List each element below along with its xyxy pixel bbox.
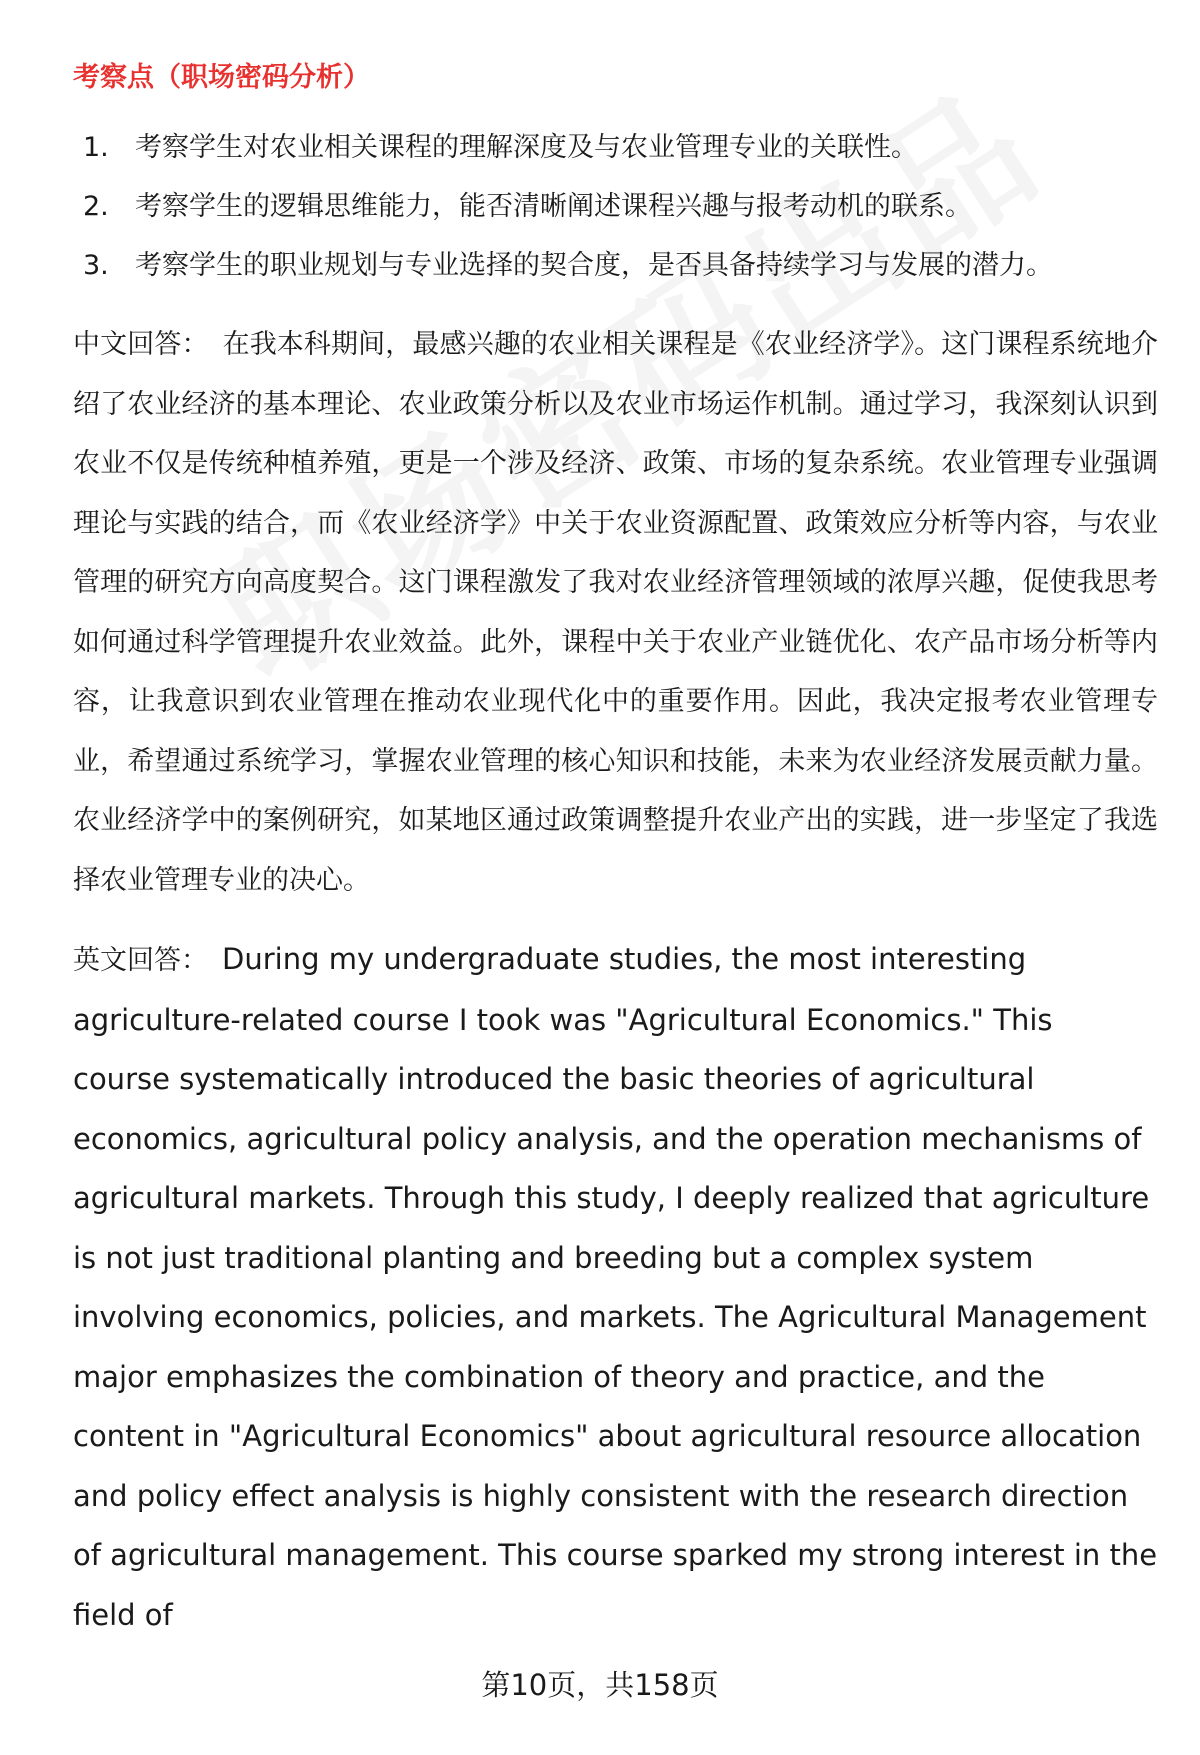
list-item-text: 考察学生的职业规划与专业选择的契合度，是否具备持续学习与发展的潜力。	[135, 250, 1053, 281]
english-answer	[73, 930, 1158, 1645]
english-answer-label: 英文回答：	[73, 945, 208, 976]
list-item-number: 2.	[83, 191, 109, 222]
list-item-text: 考察学生对农业相关课程的理解深度及与农业管理专业的关联性。	[135, 132, 918, 163]
list-item	[73, 236, 1158, 295]
section-title: 考察点（职场密码分析）	[73, 62, 370, 93]
document-body	[73, 58, 1158, 1665]
list-item-text: 考察学生的逻辑思维能力，能否清晰阐述课程兴趣与报考动机的联系。	[135, 191, 972, 222]
english-answer-text: During my undergraduate studies, the most interesting agriculture-related course I took was "Agricultural Economics." This course systematically introduced the basic theories of agricultural economics, agricultural policy analysis, and the operation mechanisms of agricultural markets. Through this study, I deeply realized that agriculture is not just traditional planting and breeding but a complex system involving economics, policies, and markets. The Agricultural Management major emphasizes the combination of theory and practice, and the content in "Agricultural Economics" about agricultural resource allocation and policy effect analysis is highly consistent with the research direction of agricultural management. This course sparked my strong interest in the field of	[73, 942, 1158, 1632]
chinese-answer-text: 在我本科期间，最感兴趣的农业相关课程是《农业经济学》。这门课程系统地介绍了农业经济的基本理论、农业政策分析以及农业市场运作机制。通过学习，我深刻认识到农业不仅是传统种植养殖，更是一个涉及经济、政策、市场的复杂系统。农业管理专业强调理论与实践的结合，而《农业经济学》中关于农业资源配置、政策效应分析等内容，与农业管理的研究方向高度契合。这门课程激发了我对农业经济管理领域的浓厚兴趣，促使我思考如何通过科学管理提升农业效益。此外，课程中关于农业产业链优化、农产品市场分析等内容，让我意识到农业管理在推动农业现代化中的重要作用。因此，我决定报考农业管理专业，希望通过系统学习，掌握农业管理的核心知识和技能，未来为农业经济发展贡献力量。农业经济学中的案例研究，如某地区通过政策调整提升农业产出的实践，进一步坚定了我选择农业管理专业的决心。	[73, 329, 1158, 896]
assessment-points-list	[73, 118, 1158, 295]
chinese-answer-label: 中文回答：	[73, 329, 209, 360]
list-item	[73, 118, 1158, 177]
page-number-footer: 第10页，共158页	[481, 1668, 719, 1702]
chinese-answer	[73, 315, 1158, 910]
list-item	[73, 177, 1158, 236]
list-item-number: 1.	[83, 132, 109, 163]
list-item-number: 3.	[83, 250, 109, 281]
